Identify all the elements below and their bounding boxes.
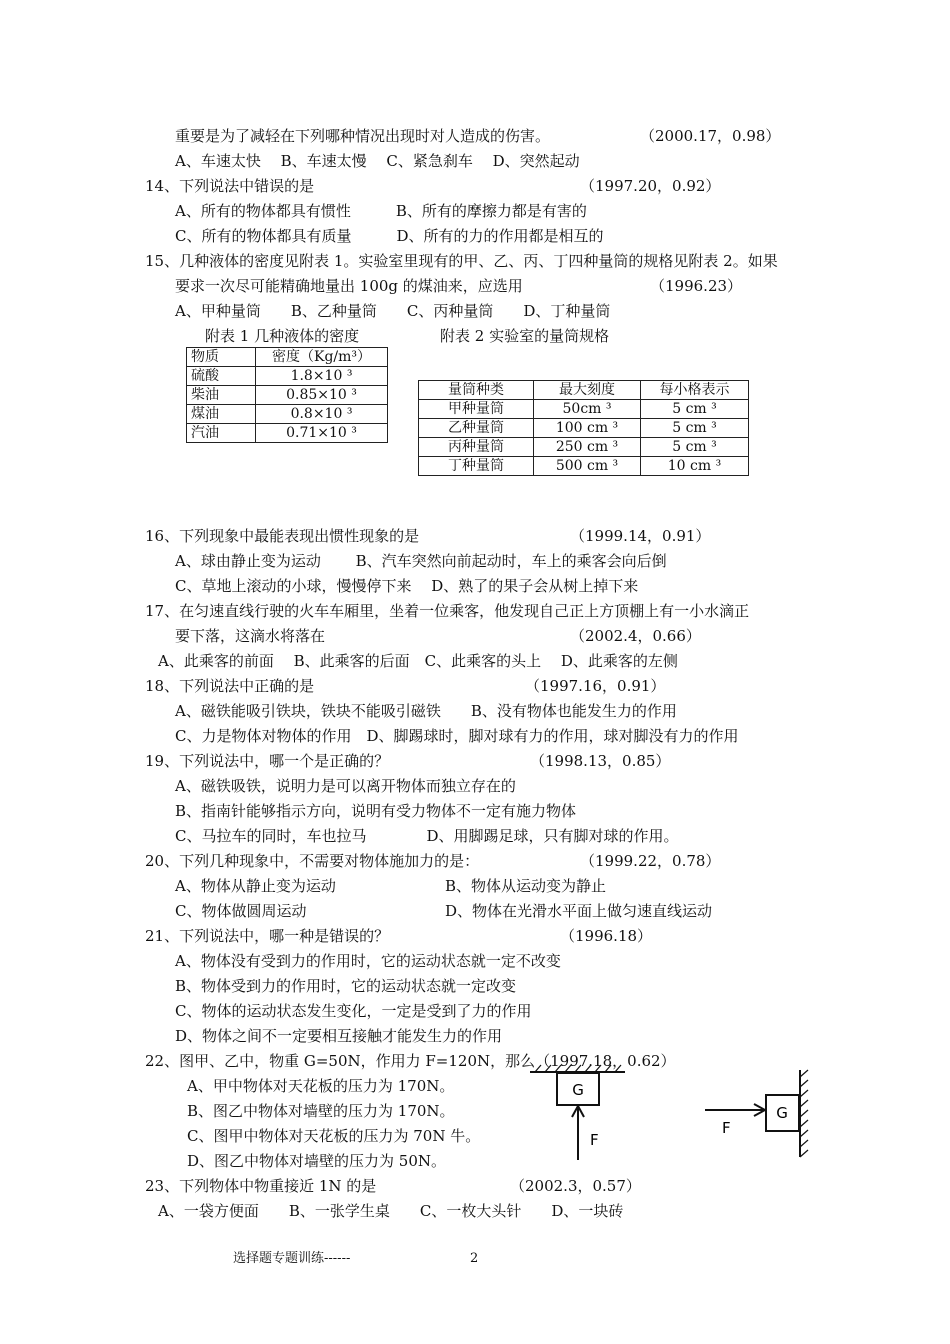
- q15-stem-line1: 15、几种液体的密度见附表 1。实验室里现有的甲、乙、丙、丁四种量筒的规格见附表 2。如果: [145, 252, 778, 270]
- q19-option-a: A、磁铁吸铁，说明力是可以离开物体而独立存在的: [175, 777, 516, 795]
- q21-stem: 21、下列说法中，哪一种是错误的？: [145, 927, 390, 945]
- table-cell: 5 cm ³: [641, 400, 749, 419]
- table-cell: 0.85×10 ³: [256, 386, 388, 405]
- table-cell: 乙种量筒: [419, 419, 534, 438]
- table-header-cell: 量筒种类: [419, 381, 534, 400]
- wall-hatching: [800, 1070, 808, 1157]
- q19-source: （1998.13，0.85）: [530, 752, 671, 770]
- table-cell: 0.71×10 ³: [256, 424, 388, 443]
- table-cell: 100 cm ³: [534, 419, 641, 438]
- q16-options-cd: C、草地上滚动的小球，慢慢停下来 D、熟了的果子会从树上掉下来: [175, 577, 639, 595]
- footer-title: 选择题专题训练------: [233, 1251, 351, 1266]
- table-header-row: [419, 381, 749, 400]
- q19-options-cd: C、马拉车的同时，车也拉马 D、用脚踢足球，只有脚对球的作用。: [175, 827, 679, 845]
- q21-source: （1996.18）: [560, 927, 653, 945]
- table-cell: 1.8×10 ³: [256, 367, 388, 386]
- q22-stem: 22、图甲、乙中，物重 G=50N，作用力 F=120N，那么（1997.18，0.62）: [145, 1052, 676, 1070]
- density-table: [186, 347, 388, 443]
- q17-stem-line1: 17、在匀速直线行驶的火车车厢里，坐着一位乘客，他发现自己正上方顶棚上有一小水滴正: [145, 602, 750, 620]
- q21-option-a: A、物体没有受到力的作用时，它的运动状态就一定不改变: [175, 952, 561, 970]
- figure-ceiling-diagram: [525, 1060, 635, 1170]
- q20-option-a: A、物体从静止变为运动: [175, 877, 336, 895]
- q14-source: （1997.20，0.92）: [580, 177, 721, 195]
- q18-stem: 18、下列说法中正确的是: [145, 677, 315, 695]
- q17-options: A、此乘客的前面 B、此乘客的后面 C、此乘客的头上 D、此乘客的左侧: [158, 652, 678, 670]
- table-header-cell: 密度（Kg/m³）: [256, 348, 388, 367]
- block-label-g: G: [776, 1104, 788, 1122]
- table-row: [187, 424, 388, 443]
- table-cell: 10 cm ³: [641, 457, 749, 476]
- table-cell: 甲种量筒: [419, 400, 534, 419]
- q19-option-b: B、指南针能够指示方向，说明有受力物体不一定有施力物体: [175, 802, 577, 820]
- table-cell: 50cm ³: [534, 400, 641, 419]
- q14-stem: 14、下列说法中错误的是: [145, 177, 315, 195]
- force-label-f: F: [722, 1119, 731, 1137]
- cylinder-table: [418, 380, 749, 476]
- table-header-row: [187, 348, 388, 367]
- table-row: [187, 386, 388, 405]
- block-label-g: G: [572, 1081, 584, 1099]
- q22-option-c: C、图甲中物体对天花板的压力为 70N 牛。: [187, 1127, 481, 1145]
- table-cell: 5 cm ³: [641, 438, 749, 457]
- table-cell: 煤油: [187, 405, 256, 424]
- page-number: 2: [470, 1251, 479, 1266]
- q14-options-cd: C、所有的物体都具有质量 D、所有的力的作用都是相互的: [175, 227, 604, 245]
- q23-stem: 23、下列物体中物重接近 1N 的是: [145, 1177, 377, 1195]
- table-row: [419, 457, 749, 476]
- q16-source: （1999.14，0.91）: [570, 527, 711, 545]
- table-header-cell: 每小格表示: [641, 381, 749, 400]
- table-row: [419, 400, 749, 419]
- q22-option-a: A、甲中物体对天花板的压力为 170N。: [187, 1077, 455, 1095]
- q22-option-d: D、图乙中物体对墙壁的压力为 50N。: [187, 1152, 447, 1170]
- table-header-cell: 物质: [187, 348, 256, 367]
- table-cell: 硫酸: [187, 367, 256, 386]
- table-cell: 丙种量筒: [419, 438, 534, 457]
- q21-option-b: B、物体受到力的作用时，它的运动状态就一定改变: [175, 977, 517, 995]
- table-cell: 500 cm ³: [534, 457, 641, 476]
- table-row: [187, 367, 388, 386]
- q23-options: A、一袋方便面 B、一张学生桌 C、一枚大头针 D、一块砖: [158, 1202, 624, 1220]
- table-header-cell: 最大刻度: [534, 381, 641, 400]
- q17-stem-line2: 要下落，这滴水将落在: [175, 627, 326, 645]
- q14-options-ab: A、所有的物体都具有惯性 B、所有的摩擦力都是有害的: [175, 202, 587, 220]
- q18-options-ab: A、磁铁能吸引铁块，铁块不能吸引磁铁 B、没有物体也能发生力的作用: [175, 702, 677, 720]
- table-row: [419, 438, 749, 457]
- q20-option-d: D、物体在光滑水平面上做匀速直线运动: [445, 902, 713, 920]
- table2-caption: 附表 2 实验室的量筒规格: [440, 327, 610, 345]
- q17-source: （2002.4，0.66）: [570, 627, 701, 645]
- table-cell: 汽油: [187, 424, 256, 443]
- q15-source: （1996.23）: [650, 277, 743, 295]
- q16-stem: 16、下列现象中最能表现出惯性现象的是: [145, 527, 420, 545]
- ceiling-hatching: [535, 1065, 621, 1072]
- q20-option-b: B、物体从运动变为静止: [445, 877, 607, 895]
- q22-option-b: B、图乙中物体对墙壁的压力为 170N。: [187, 1102, 455, 1120]
- q19-stem: 19、下列说法中，哪一个是正确的？: [145, 752, 390, 770]
- table-cell: 5 cm ³: [641, 419, 749, 438]
- q13-options: A、车速太快 B、车速太慢 C、紧急刹车 D、突然起动: [175, 152, 580, 170]
- table-row: [187, 405, 388, 424]
- q20-source: （1999.22，0.78）: [580, 852, 721, 870]
- q15-options: A、甲种量筒 B、乙种量筒 C、丙种量筒 D、丁种量筒: [175, 302, 611, 320]
- q16-options-ab: A、球由静止变为运动 B、汽车突然向前起动时，车上的乘客会向后倒: [175, 552, 667, 570]
- q20-option-c: C、物体做圆周运动: [175, 902, 307, 920]
- force-label-f: F: [590, 1131, 599, 1149]
- table1-caption: 附表 1 几种液体的密度: [205, 327, 360, 345]
- table-cell: 0.8×10 ³: [256, 405, 388, 424]
- q18-source: （1997.16，0.91）: [525, 677, 666, 695]
- q21-option-d: D、物体之间不一定要相互接触才能发生力的作用: [175, 1027, 503, 1045]
- q20-stem: 20、下列几种现象中，不需要对物体施加力的是：: [145, 852, 480, 870]
- table-row: [419, 419, 749, 438]
- q13-continuation: 重要是为了减轻在下列哪种情况出现时对人造成的伤害。: [175, 127, 551, 145]
- q13-source: （2000.17，0.98）: [640, 127, 781, 145]
- q15-stem-line2: 要求一次尽可能精确地量出 100g 的煤油来，应选用: [175, 277, 523, 295]
- figure-wall-diagram: [700, 1065, 815, 1160]
- q23-source: （2002.3，0.57）: [510, 1177, 641, 1195]
- q18-options-cd: C、力是物体对物体的作用 D、脚踢球时，脚对球有力的作用，球对脚没有力的作用: [175, 727, 739, 745]
- table-cell: 柴油: [187, 386, 256, 405]
- table-cell: 250 cm ³: [534, 438, 641, 457]
- table-cell: 丁种量筒: [419, 457, 534, 476]
- q21-option-c: C、物体的运动状态发生变化，一定是受到了力的作用: [175, 1002, 532, 1020]
